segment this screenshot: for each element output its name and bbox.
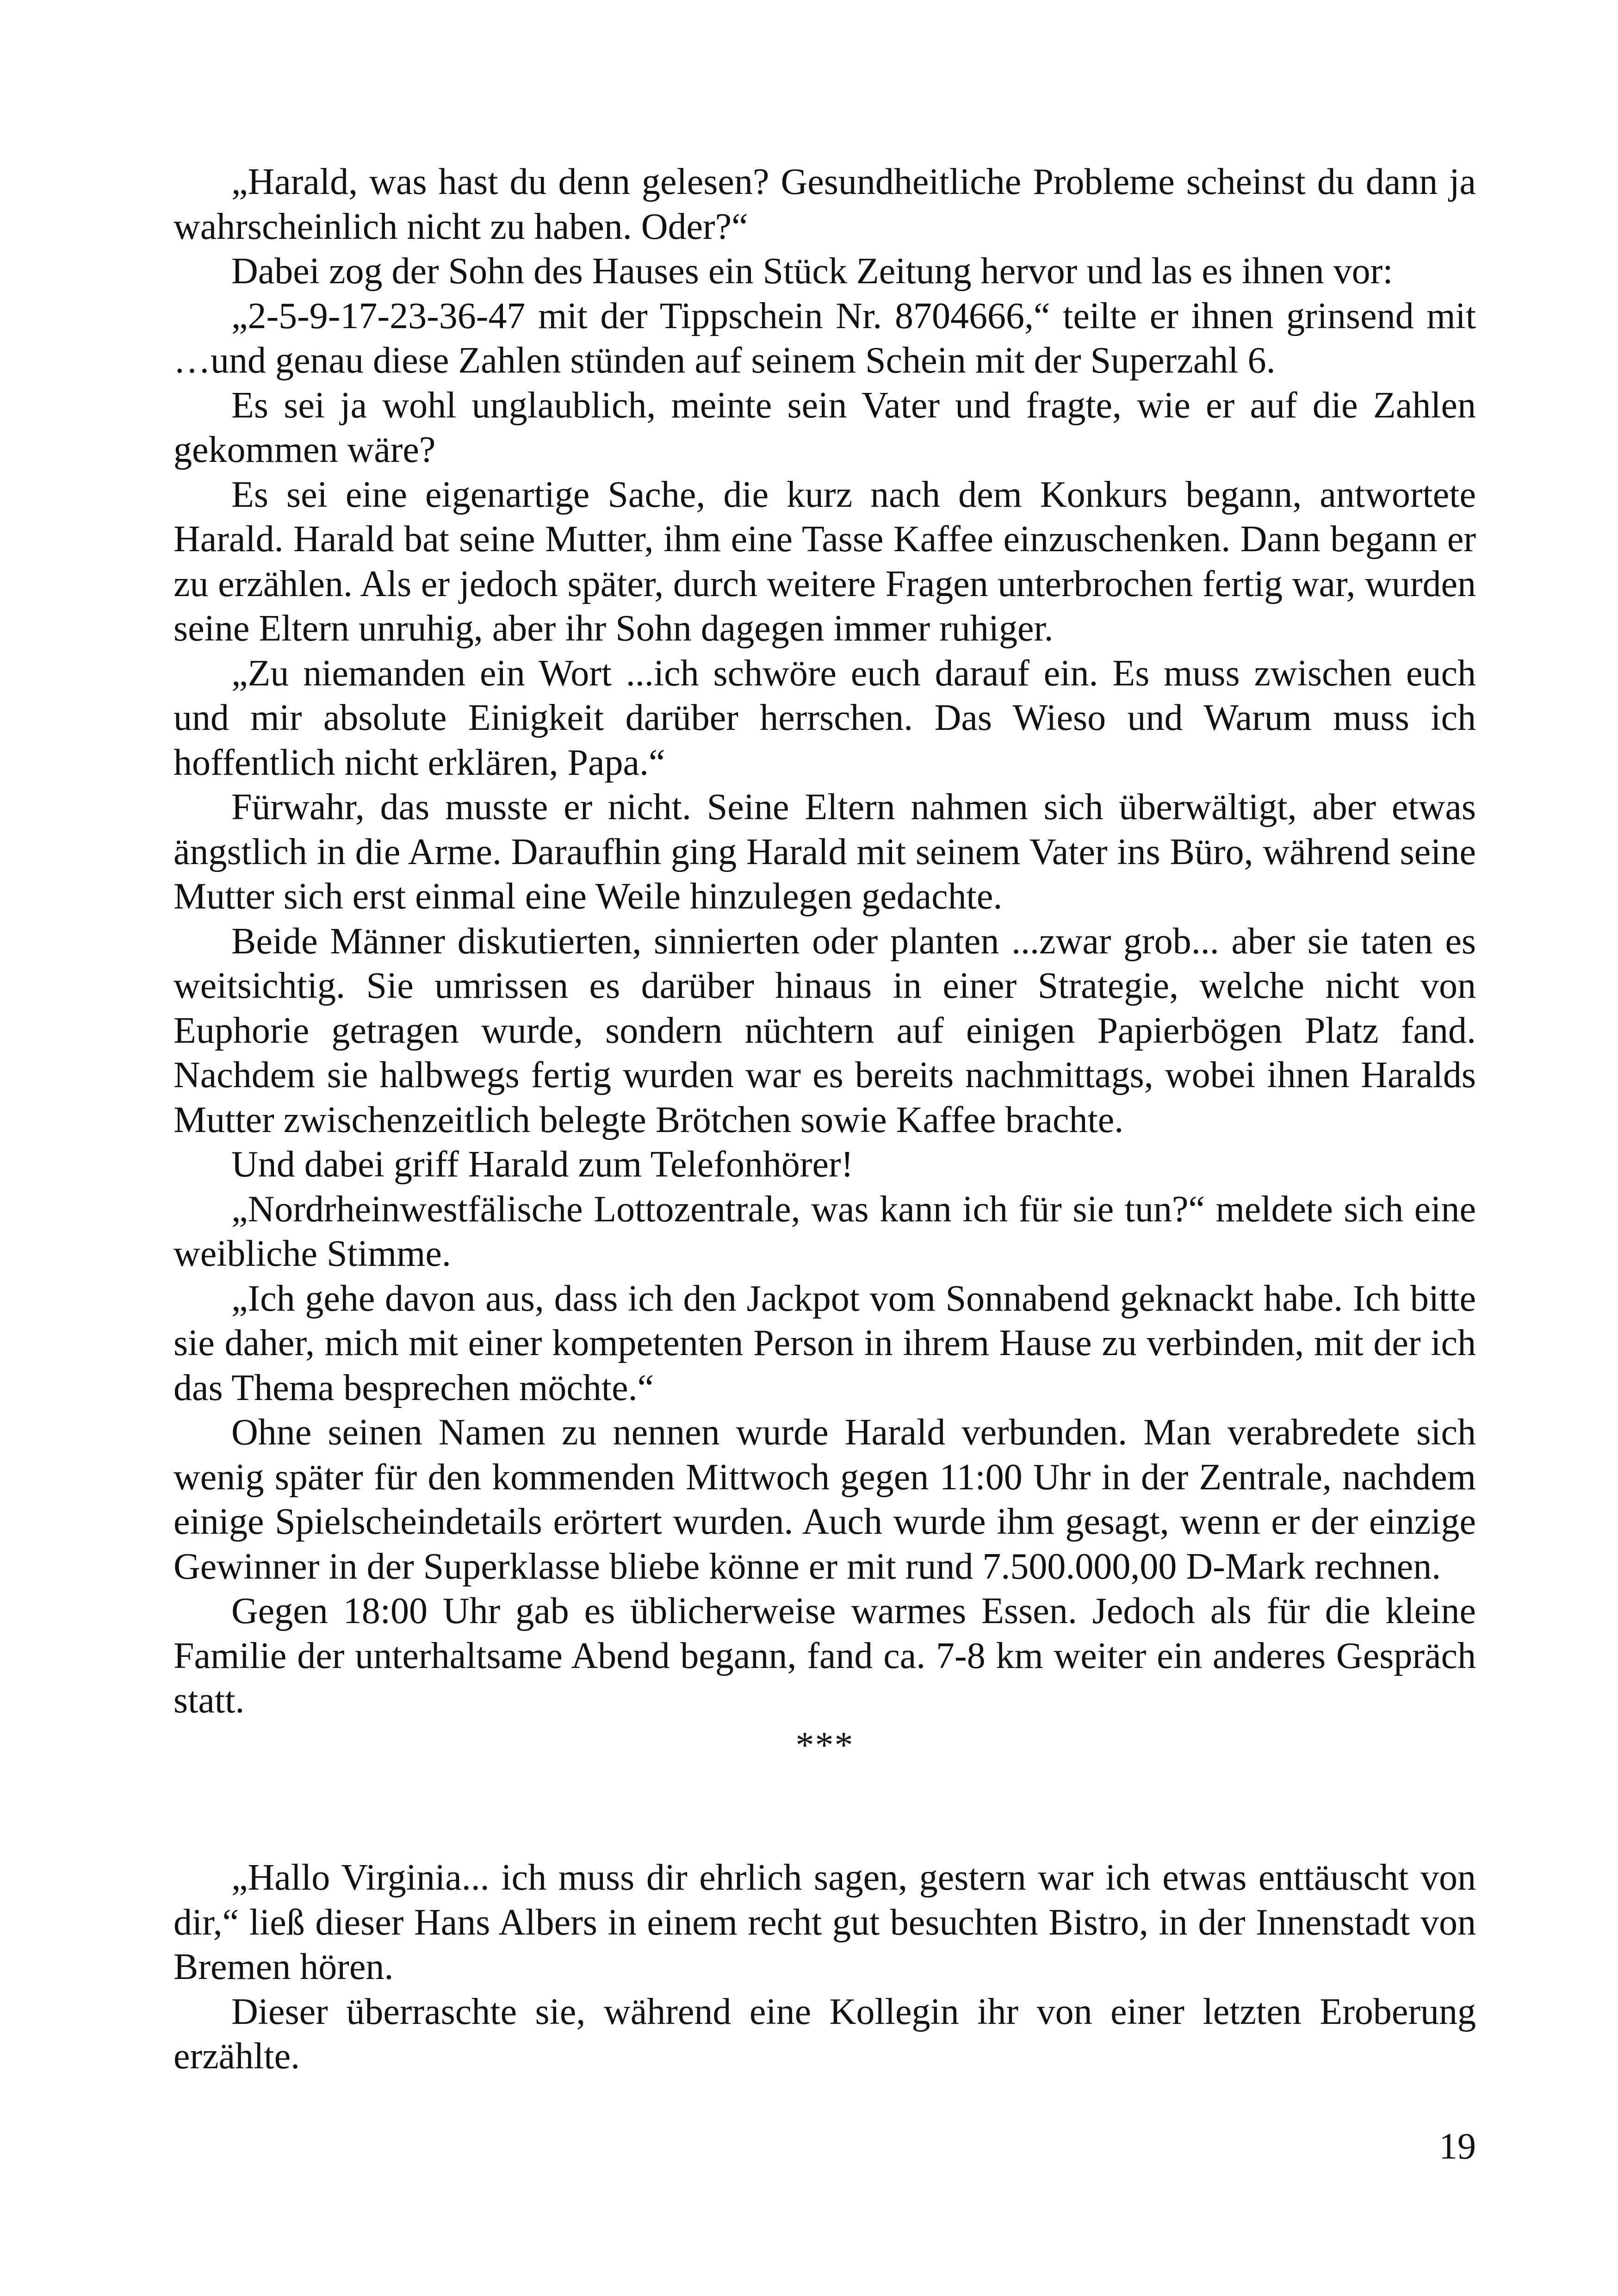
paragraph: Und dabei griff Harald zum Telefonhörer! (231, 1144, 854, 1185)
paragraph: „2-5-9-17-23-36-47 mit der Tippschein Nr. 8704666,“ teilte er ihnen grinsend mit …und genau diese Zahlen stünden auf seinem Schein mit der Superzahl 6. (174, 295, 1476, 381)
paragraph: Ohne seinen Namen zu nennen wurde Harald verbunden. Man verabredete sich wenig später für den kommenden Mittwoch gegen 11:00 Uhr in der Zentrale, nachdem einige Spielscheindetails erörtert wurden. Auch wurde ihm gesagt, wenn er der einzige Gewinner in der Superklasse bliebe könne er mit rund 7.500.000,00 D-Mark rechnen. (174, 1412, 1476, 1587)
paragraph: „Zu niemanden ein Wort ...ich schwöre euch darauf ein. Es muss zwischen euch und mir absolute Einigkeit darüber herrschen. Das Wieso und Warum muss ich hoffentlich nicht erklären, Papa.“ (174, 653, 1476, 783)
paragraph: Es sei ja wohl unglaublich, meinte sein Vater und fragte, wie er auf die Zahlen gekommen wäre? (174, 385, 1476, 470)
section-separator: *** (795, 1724, 854, 1766)
paragraph: „Hallo Virginia... ich muss dir ehrlich sagen, gestern war ich etwas enttäuscht von dir,“ ließ dieser Hans Albers in einem recht gut besuchten Bistro, in der Innenstadt von Bremen hören. (174, 1857, 1476, 1987)
paragraph: Es sei eine eigenartige Sache, die kurz nach dem Konkurs begann, antwortete Harald. Harald bat seine Mutter, ihm eine Tasse Kaffee einzuschenken. Dann begann er zu erzählen. Als er jedoch später, durch weitere Fragen unterbrochen fertig war, wurden seine Eltern unruhig, aber ihr Sohn dagegen immer ruhiger. (174, 474, 1476, 649)
paragraph: Dieser überraschte sie, während eine Kollegin ihr von einer letzten Eroberung erzählte. (174, 1991, 1476, 2077)
page-number: 19 (1439, 2126, 1476, 2167)
paragraph: Fürwahr, das musste er nicht. Seine Eltern nahmen sich überwältigt, aber etwas ängstlich in die Arme. Daraufhin ging Harald mit seinem Vater ins Büro, während seine Mutter sich erst einmal eine Weile hinzulegen gedachte. (174, 787, 1476, 917)
body-text (174, 160, 1476, 2079)
paragraph: Beide Männer diskutierten, sinnierten oder planten ...zwar grob... aber sie taten es weitsichtig. Sie umrissen es darüber hinaus in einer Strategie, welche nicht von Euphorie getragen wurde, sondern nüchtern auf einigen Papierbögen Platz fand. Nachdem sie halbwegs fertig wurden war es bereits nachmittags, wobei ihnen Haralds Mutter zwischenzeitlich belegte Brötchen sowie Kaffee brachte. (174, 921, 1476, 1140)
paragraph: „Harald, was hast du denn gelesen? Gesundheitliche Probleme scheinst du dann ja wahrscheinlich nicht zu haben. Oder?“ (174, 162, 1476, 247)
section-gap (174, 1767, 1476, 1855)
paragraph: „Ich gehe davon aus, dass ich den Jackpot vom Sonnabend geknackt habe. Ich bitte sie daher, mich mit einer kompetenten Person in ihrem Hause zu verbinden, mit der ich das Thema besprechen möchte.“ (174, 1278, 1476, 1408)
paragraph: Dabei zog der Sohn des Hauses ein Stück Zeitung hervor und las es ihnen vor: (231, 251, 1393, 292)
paragraph: „Nordrheinwestfälische Lottozentrale, was kann ich für sie tun?“ meldete sich eine weibliche Stimme. (174, 1188, 1476, 1274)
paragraph: Gegen 18:00 Uhr gab es üblicherweise warmes Essen. Jedoch als für die kleine Familie der unterhaltsame Abend begann, fand ca. 7-8 km weiter ein anderes Gespräch statt. (174, 1591, 1476, 1721)
